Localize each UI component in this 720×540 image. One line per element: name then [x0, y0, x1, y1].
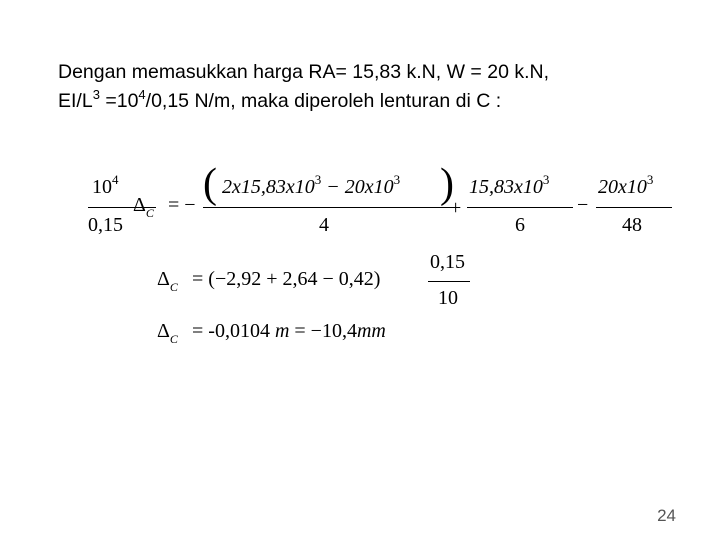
eq1-term3-numerator: $20x10^3$: [598, 172, 654, 198]
eq1-term2-denominator: 6: [515, 214, 525, 236]
eq1-term3-fraction-bar: [596, 207, 672, 208]
eq1-term1-denominator: 4: [319, 214, 329, 236]
eq1-term1-fraction-bar: [203, 207, 459, 208]
intro-line-2: $EI/L^3 =10^4/0,15$ N/m, maka diperoleh lenturan di C :: [58, 87, 502, 112]
eq3-rhs: = -0,0104 m = −10,4mm: [192, 320, 386, 342]
eq1-term1-numerator: $2x15,83x10^3 - 20x10^3$: [222, 172, 401, 198]
eq1-term2-fraction-bar: [467, 207, 573, 208]
eq3-delta-c: $\Delta_C$: [157, 320, 178, 346]
eq1-lhs-denominator: 0,15: [88, 214, 123, 236]
eq1-left-paren: (: [203, 161, 217, 207]
eq1-plus: +: [450, 197, 462, 219]
eq1-term2-numerator: $15,83x10^3$: [469, 172, 550, 198]
eq1-equals-minus: = −: [168, 194, 196, 216]
eq2-fraction-numerator: 0,15: [430, 251, 465, 273]
eq1-delta-c: $\Delta_C$: [133, 194, 154, 220]
page-number: 24: [657, 506, 676, 525]
eq1-minus: −: [577, 194, 589, 216]
eq2-fraction-denominator: 10: [438, 287, 458, 309]
eq1-term3-denominator: 48: [622, 214, 642, 236]
intro-text: [58, 58, 549, 116]
eq1-lhs-numerator: $10^4$: [92, 172, 119, 198]
eq2-rhs: = (−2,92 + 2,64 − 0,42): [192, 268, 381, 290]
intro-line-1: Dengan memasukkan harga RA= 15,83 k.N, W = 20 k.N,: [58, 61, 549, 83]
eq1-right-paren: ): [440, 161, 454, 207]
eq2-delta-c: $\Delta_C$: [157, 268, 178, 294]
eq2-fraction-bar: [428, 281, 470, 282]
